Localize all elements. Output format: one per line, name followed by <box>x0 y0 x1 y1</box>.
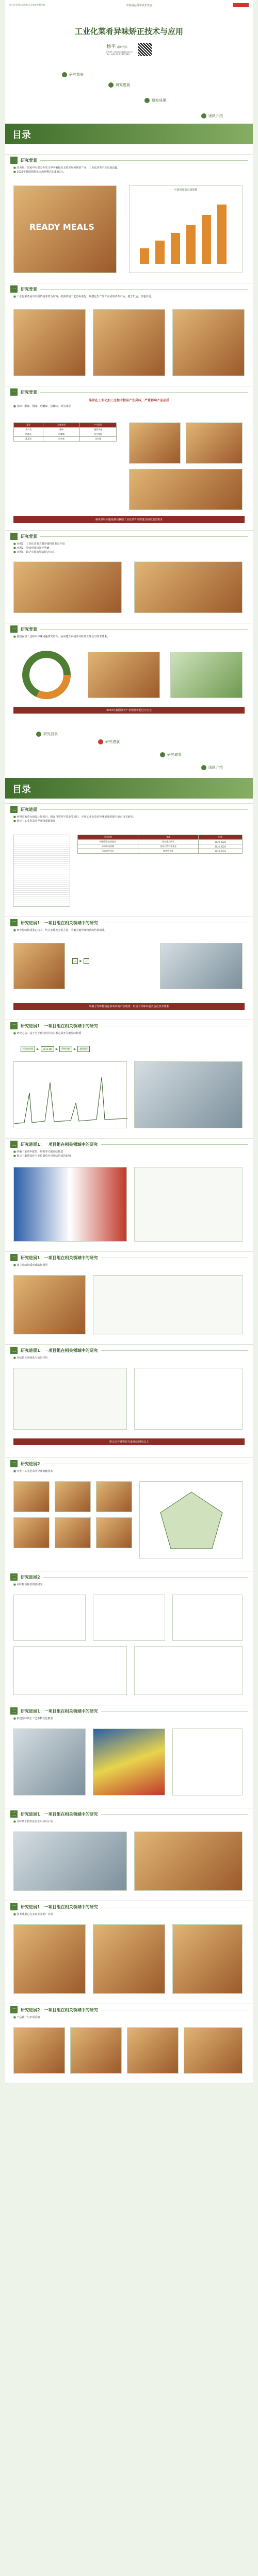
circle-icon <box>201 113 206 118</box>
bullet-text: ■ 问题3：缺乏有效的异味矫正技术 <box>13 551 55 554</box>
product-photo <box>13 1517 50 1548</box>
slide-background-4: 一 研究背景 ■ 问题1：工业化菜肴关键异味物质鉴定不清 ■ 问题2：异味形成机制不明确 ■ 问题3：缺乏有效的异味矫正技术 <box>5 531 253 623</box>
bar <box>202 215 211 264</box>
circle-icon <box>108 82 114 88</box>
bar <box>171 233 180 264</box>
slide-progress-12: 二 研究进展2：一项目组在相关领域中的研究 ■ 产品推广与市场反馈 <box>5 2004 253 2084</box>
toc-item-2[interactable]: 研究进展 <box>98 739 120 744</box>
spectrum-figure <box>134 1646 243 1695</box>
bullet-text: ■ 问题2：异味形成机制不明确 <box>13 547 50 550</box>
bullet-text: ■ 2023年我国预制菜市场规模达5165亿元。 <box>13 171 66 174</box>
factory-photo <box>13 1832 127 1891</box>
slide-progress-9: 二 研究进展1：一项目组在相关领域中的研究 ■ 构建异味矫正工艺参数优化模型 <box>5 1705 253 1808</box>
product-photo <box>134 1832 243 1891</box>
product-photo <box>13 2027 65 2074</box>
food-photo <box>93 309 165 376</box>
heatmap-figure <box>13 1167 127 1242</box>
sample-photo <box>13 1275 86 1334</box>
bar <box>140 248 149 264</box>
bullet-text: ■ 异味：腥味、馊味、哈喇味、焦糊味、回生味等 <box>13 405 71 408</box>
instrument-photo <box>134 1061 243 1128</box>
line-chart <box>13 1595 86 1641</box>
radar-chart <box>139 1481 243 1558</box>
slide-progress-10: 二 研究进展1：一项目组在相关领域中的研究 ■ 异味矫正技术在企业中应用示范 <box>5 1808 253 1901</box>
bar <box>217 205 227 264</box>
speaker-name: 杨平 <box>106 44 116 49</box>
diagram <box>13 1368 127 1430</box>
header-left: 烟台农业科技研究院 山东省农业科学院 <box>9 4 45 6</box>
mulu-banner: 目录 <box>5 778 253 799</box>
cover-title: 工业化菜肴异味矫正技术与应用 <box>74 27 183 36</box>
mulu-banner: 目录 <box>5 124 253 144</box>
slide-background-1 <box>5 155 253 283</box>
bullet-text: ■ 问题1：工业化菜肴关键异味物质鉴定不清 <box>13 543 65 546</box>
cover-slide <box>5 0 253 155</box>
bullet-text: ■ 工业化菜肴是以中国传统菜肴为原料，按照传统工艺经标准化、规模化生产加工而成的菜肴产品，便于贮运、快速食用。 <box>13 295 154 298</box>
bullet-text: ■ 承担国家重点研发计划项目、国家自然科学基金等项目，开展工业化菜肴异味形成机制与矫正技术研究。 <box>13 816 136 819</box>
product-photo <box>96 1481 132 1512</box>
line-chart <box>93 1595 165 1641</box>
circle-icon <box>62 72 67 77</box>
bullet-text: ■ 研究方法：基于分子感官组学技术鉴定菜肴关键异味物质 <box>13 1032 82 1035</box>
bullet-text: ■ 建立异味物质形成路径模型 <box>13 1264 48 1267</box>
bar-chart <box>130 192 243 269</box>
surface-plot <box>93 1728 165 1795</box>
bullet-text: ■ 明确了菜肴中醛类、酮类等关键异味物质 <box>13 1150 63 1154</box>
bar <box>155 241 165 264</box>
slide-background-3: 一 研究背景 菜肴在工业化加工过程中极易产生异味，严重影响产品品质 ■ 异味：腥味、馊味、哈喇味、焦糊味、回生味等 菜肴 异味类型 产生原因 水产类 腥味 脂质氧化 肉制品 哈喇味 蛋白降解 蔬菜类 回生味 美拉德 解决异味问题是推动我国工业化菜肴高质量发展的迫切需求 <box>5 386 253 531</box>
slide-progress-1: 二 研究进展 ■ 承担国家重点研发计划项目、国家自然科学基金等项目，开展工业化菜肴异味形成机制与矫正技术研究。 ■ 构建了工业化菜肴异味物质数据库 项目名称 来源 时间 预制菜肴品质提升 国家重点研发 2022-2025 异味形成机制 国家自然科学基金 2021-2024 风味调控技术 院创新工程 2020-2023 <box>5 804 253 917</box>
food-photo <box>172 309 245 376</box>
dish-photo <box>186 422 243 464</box>
bullet-text: ■ 技术成果已在多家企业推广应用 <box>13 1913 53 1916</box>
toc-item-1[interactable]: 研究背景 <box>62 72 84 77</box>
product-photo <box>13 1481 50 1512</box>
conclusion-banner: 矫正后异味物质含量降低60%以上 <box>13 1438 245 1445</box>
bullet-text: ■ 国务院、国家中央部分办发文中明确提出支持发展预制菜产业，工业化菜肴产业发展迅猛。 <box>13 166 120 170</box>
slide-progress-5: 二 研究进展1：一项目组在相关领域中的研究 ■ 建立异味物质形成路径模型 <box>5 1252 253 1345</box>
qr-code <box>138 43 152 56</box>
result-chart <box>134 1368 243 1430</box>
speaker-title: 副研究员 <box>117 46 128 49</box>
slide-progress-8: 二 研究进展2 ■ 风味物质释放规律研究 <box>5 1571 253 1705</box>
product-photo <box>93 1924 165 1994</box>
equipment-photo <box>13 1728 86 1795</box>
slide-progress-3: 二 研究进展1：一项目组在相关领域中的研究 ■ 研究方法：基于分子感官组学技术鉴定菜肴关键异味物质 样品前处理 ▶ GC-O-MS ▶ OAV分析 ▶ 重组验证 <box>5 1020 253 1139</box>
bullet-text: ■ 产品推广与市场反馈 <box>13 2016 40 2019</box>
off-flavor-table: 菜肴 异味类型 产生原因 水产类 腥味 脂质氧化 肉制品 哈喇味 蛋白降解 蔬菜类 回生味 美拉德 <box>13 422 117 442</box>
dish-photo <box>129 422 181 464</box>
line-chart <box>172 1595 243 1641</box>
project-table: 项目名称 来源 时间 预制菜肴品质提升 国家重点研发 2022-2025 异味形成机制 国家自然科学基金 2021-2024 风味调控技术 院创新工程 2020-2023 <box>77 835 243 854</box>
conclusion-banner: 2024年我国菜肴产业规模将超过万亿元 <box>13 707 245 714</box>
document-image <box>13 835 70 907</box>
product-photo <box>55 1481 91 1512</box>
bullet-text: ■ 构建异味矫正工艺参数优化模型 <box>13 1717 53 1720</box>
bullet-text: ■ 风味物质释放规律研究 <box>13 1583 43 1586</box>
conclusion-banner: 明确了异味物质在菜肴中的产生规律，形成了异味识别及矫正技术体系 <box>13 1003 245 1010</box>
bullet-text: ■ 异味矫正技术在企业中应用示范 <box>13 1820 53 1823</box>
process-flow: 样品前处理 ▶ GC-O-MS ▶ OAV分析 ▶ 重组验证 <box>21 1046 90 1052</box>
slide-progress-7: 二 研究进展2 ■ 开发了工业化菜肴异味掩蔽技术 <box>5 1458 253 1571</box>
circle-icon <box>144 98 150 103</box>
product-photo <box>96 1517 132 1548</box>
bullet-text: ■ 揭示了脂质氧化与美拉德反应对异味形成的影响 <box>13 1155 71 1158</box>
chromatogram <box>13 1061 127 1128</box>
toc-slide <box>5 721 253 804</box>
bullet-text: ■ 构建了工业化菜肴异味物质数据库 <box>13 820 56 823</box>
problem-photo <box>134 562 243 613</box>
slide-progress-2: 二 研究进展1：一项目组在相关领域中的研究 ■ 研究异味物质鉴定技术，结合多维度分析方法，明确关键异味物质的结构组成。 → ▶ → 明确了异味物质在菜肴中的产生规律，形成了异味识别及矫正技术体系 <box>5 917 253 1020</box>
toc-item-1[interactable]: 研究背景 <box>36 732 58 737</box>
bullet-text: ■ 异味矫正剂筛选与效果评价 <box>13 1357 48 1360</box>
chromatogram-trace <box>14 1077 127 1124</box>
model-diagram <box>93 1275 243 1334</box>
product-photo <box>70 2027 122 2074</box>
product-photo <box>172 1924 243 1994</box>
lab-photo <box>160 943 243 989</box>
radar-shape <box>160 1492 222 1549</box>
toc-item-4[interactable]: 团队介绍 <box>201 765 223 770</box>
toc-item-3[interactable]: 研究成果 <box>144 98 166 103</box>
bullet-text: ■ 我国在加工过程中异味问题研究较少，亟需建立系统的异味矫正理论与技术体系。 <box>13 635 110 638</box>
slide-background-5: 一 研究背景 ■ 我国在加工过程中异味问题研究较少，亟需建立系统的异味矫正理论与技术体系。 2024年我国菜肴产业规模将超过万亿元 <box>5 623 253 721</box>
toc-item-3[interactable]: 研究成果 <box>160 752 182 757</box>
dish-photo <box>129 469 243 510</box>
red-title: 菜肴在工业化加工过程中极易产生异味，严重影响产品品质 <box>88 399 169 402</box>
bullet-text: ■ 研究异味物质鉴定技术，结合多维度分析方法，明确关键异味物质的结构组成。 <box>13 929 107 932</box>
bullet-text: ■ 开发了工业化菜肴异味掩蔽技术 <box>13 1470 53 1473</box>
slide-progress-4: 二 研究进展1：一项目组在相关领域中的研究 ■ 明确了菜肴中醛类、酮类等关键异味物质 ■ 揭示了脂质氧化与美拉德反应对异味形成的影响 <box>5 1139 253 1252</box>
sample-photo <box>13 943 65 989</box>
slide-background-2: 一 研究背景 ■ 工业化菜肴是以中国传统菜肴为原料，按照传统工艺经标准化、规模化生产加工而成的菜肴产品，便于贮运、快速食用。 <box>5 283 253 386</box>
contact-tel: Tel: +86-10-62815989 <box>106 53 130 56</box>
bar <box>186 225 196 264</box>
process-flow: → ▶ → <box>72 958 89 964</box>
dish-photo <box>88 652 160 698</box>
header-center: 中国食品科学技术学会 <box>126 4 152 7</box>
pathway-diagram <box>134 1167 243 1242</box>
bar-figure <box>13 1646 127 1695</box>
optimization-chart <box>172 1728 243 1795</box>
product-photo <box>184 2027 243 2074</box>
toc-item-2[interactable]: 研究进展 <box>108 82 130 88</box>
slide-progress-6: 二 研究进展1：一项目组在相关领域中的研究 ■ 异味矫正剂筛选与效果评价 矫正后异味物质含量降低60%以上 <box>5 1345 253 1458</box>
conclusion-banner: 解决异味问题是推动我国工业化菜肴高质量发展的迫切需求 <box>13 516 245 523</box>
food-photo <box>13 309 86 376</box>
section-title: 研究背景 <box>21 158 37 163</box>
logo-icon <box>233 3 249 7</box>
problem-photo <box>13 562 122 613</box>
section-number: 一 <box>10 157 18 164</box>
product-photo <box>13 1924 86 1994</box>
illustration <box>170 652 243 698</box>
ready-meals-image: READY MEALS <box>13 185 117 273</box>
toc-item-4[interactable]: 团队介绍 <box>201 113 223 118</box>
product-photo <box>55 1517 91 1548</box>
market-chart: 中国预制菜市场规模 <box>129 185 243 273</box>
contact-email: Email: yangping@caas.cn <box>106 50 133 53</box>
product-photo <box>127 2027 179 2074</box>
slide-progress-11: 二 研究进展1：一项目组在相关领域中的研究 ■ 技术成果已在多家企业推广应用 <box>5 1901 253 2004</box>
